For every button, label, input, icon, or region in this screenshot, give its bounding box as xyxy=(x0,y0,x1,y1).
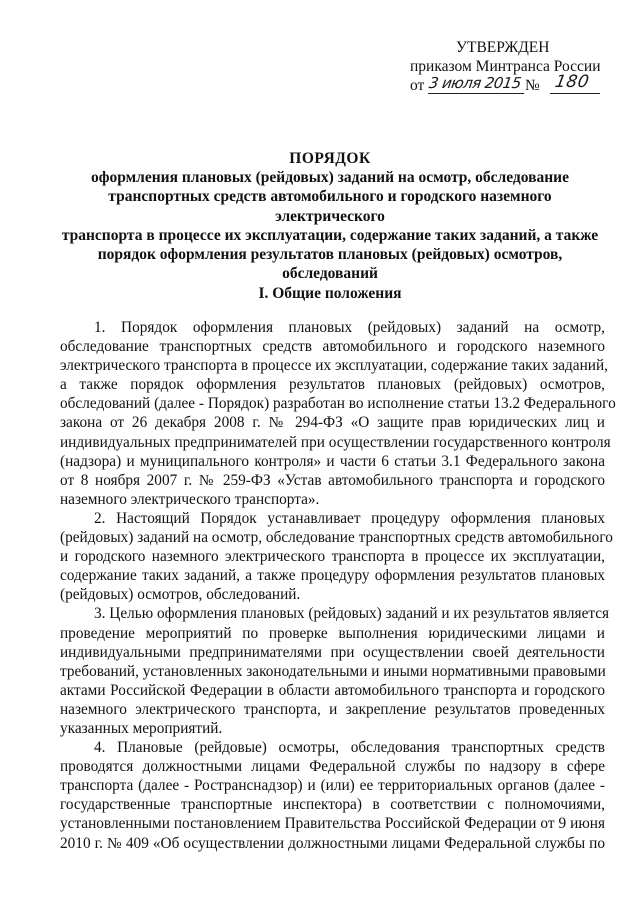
text-line: 4. Плановые (рейдовые) осмотры, обследования транспортных средств xyxy=(94,739,605,757)
approval-stamp-block xyxy=(404,38,604,96)
text-line: 1. Порядок оформления плановых (рейдовых) заданий на осмотр, xyxy=(94,319,605,336)
document-body xyxy=(60,318,616,853)
text-line: от 8 ноября 2007 г. № 259-ФЗ «Устав автомобильного транспорта и городского xyxy=(60,471,605,489)
section-heading: I. Общие положения xyxy=(258,285,402,302)
text-line: государственные транспортные инспектора) в соответствии с полномочиями, xyxy=(60,796,605,814)
date-underline xyxy=(428,93,524,94)
order-reference: приказом Минтранса России xyxy=(410,58,601,75)
text-line: индивидуальными предпринимателями при осуществлении своей деятельности xyxy=(60,643,605,661)
text-line: и городского наземного электрического транспорта в процессе их эксплуатации, xyxy=(60,548,605,566)
paragraph-4 xyxy=(60,738,605,853)
order-date-number-line xyxy=(410,72,604,96)
handwritten-order-number: 180 xyxy=(553,72,591,92)
paragraph-1 xyxy=(60,318,616,509)
title-line: оформления плановых (рейдовых) заданий на осмотр, обследование xyxy=(90,169,569,187)
text-line: наземного электрического транспорта». xyxy=(60,490,320,508)
text-line: наземного электрического транспорта, и закрепление результатов проведенных xyxy=(60,700,605,718)
number-underline xyxy=(550,93,600,94)
title-line: порядок оформления результатов плановых (рейдовых) осмотров, xyxy=(97,246,563,264)
text-line: содержание таких заданий, а также процедуру оформления результатов плановых xyxy=(60,567,605,585)
document-title xyxy=(60,149,600,283)
text-line: установленными постановлением Правительства Российской Федерации от 9 июня xyxy=(60,815,605,833)
text-line: проводятся должностными лицами Федеральной службы по надзору в сфере xyxy=(60,758,605,776)
number-label: № xyxy=(525,77,540,94)
title-line: обследований xyxy=(282,265,378,283)
text-line: а также порядок оформления результатов плановых (рейдовых) осмотров, xyxy=(60,376,605,394)
text-line: 2010 г. № 409 «Об осуществлении должностными лицами Федеральной службы по xyxy=(60,834,605,852)
text-line: (рейдовых) заданий на осмотр, обследование транспортных средств автомобильного xyxy=(60,529,613,547)
text-line: транспорта (далее - Ространснадзор) и (или) ее территориальных органов (далее - xyxy=(60,777,605,795)
text-line: обследование транспортных средств автомобильного и городского наземного xyxy=(60,338,605,356)
text-line: закона от 26 декабря 2008 г. № 294-ФЗ «О защите прав юридических лиц и xyxy=(60,414,605,432)
text-line: требований, установленных законодательными и иными нормативными правовыми xyxy=(60,662,606,680)
paragraph-2 xyxy=(60,509,613,604)
paragraph-3 xyxy=(60,604,610,738)
text-line: указанных мероприятий. xyxy=(60,719,223,737)
text-line: 2. Настоящий Порядок устанавливает процедуру оформления плановых xyxy=(94,509,605,527)
handwritten-date: 3 июля 2015 xyxy=(427,74,522,92)
text-line: актами Российской Федерации в области автомобильного транспорта и городского xyxy=(60,681,605,699)
text-line: электрического транспорта в процессе их эксплуатации, содержание таких заданий, xyxy=(60,357,608,375)
text-line: (рейдовых) осмотров, обследований. xyxy=(60,586,301,604)
from-label: от xyxy=(410,77,425,94)
text-line: индивидуальных предпринимателей при осуществлении государственного контроля xyxy=(60,433,611,451)
approved-label: УТВЕРЖДЕН xyxy=(456,39,550,56)
title-line: транспортных средств автомобильного и городского наземного электрического xyxy=(108,188,552,225)
title-main: ПОРЯДОК xyxy=(289,150,371,167)
title-line: транспорта в процессе их эксплуатации, содержание таких заданий, а также xyxy=(61,226,599,244)
text-line: обследований (далее - Порядок) разработан во исполнение статьи 13.2 Федерального xyxy=(60,395,616,413)
text-line: 3. Целью оформления плановых (рейдовых) заданий и их результатов является xyxy=(94,605,610,623)
text-line: (надзора) и муниципального контроля» и части 6 статьи 3.1 Федерального закона xyxy=(60,452,605,470)
text-line: проведение мероприятий по проверке выполнения юридическими лицами и xyxy=(60,624,605,642)
